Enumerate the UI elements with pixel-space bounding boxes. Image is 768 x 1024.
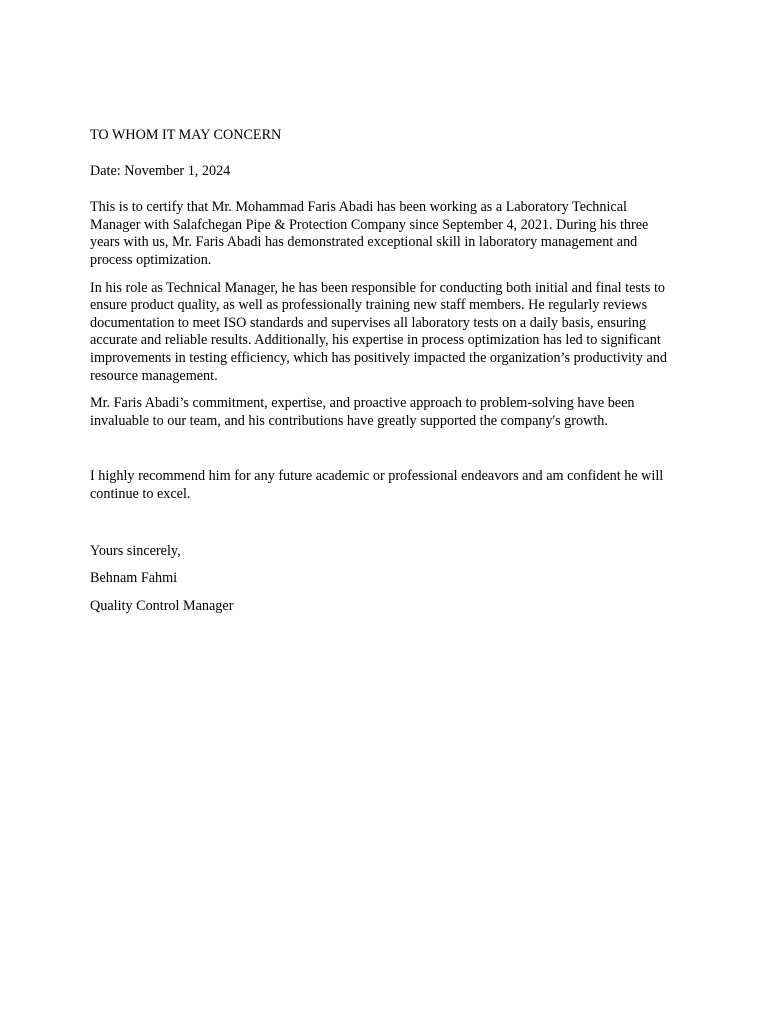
paragraph-certification: This is to certify that Mr. Mohammad Faris Abadi has been working as a Laboratory Technical Manager with Salafchegan Pipe & Protection Company since September 4, 2021. During his three years with us, Mr. Faris Abadi has demonstrated exceptional skill in laboratory management and process optimization. <box>90 199 649 268</box>
paragraph-role: In his role as Technical Manager, he has been responsible for conducting both initial and final tests to ensure product quality, as well as professionally training new staff members. He regularly reviews documentation to meet ISO standards and supervises all laboratory tests on a daily basis, ensuring accurate and reliable results. Additionally, his expertise in process optimization has led to significant improvements in testing efficiency, which has positively impacted the organization’s productivity and resource management. <box>90 279 667 384</box>
paragraph-recommendation: I highly recommend him for any future academic or professional endeavors and am confident he will continue to excel. <box>90 468 664 502</box>
letter-date: Date: November 1, 2024 <box>90 162 231 179</box>
salutation: TO WHOM IT MAY CONCERN <box>90 127 282 143</box>
paragraph-commitment: Mr. Faris Abadi’s commitment, expertise, and proactive approach to problem-solving have been invaluable to our team, and his contributions have greatly supported the company's growth. <box>90 395 635 429</box>
signer-title: Quality Control Manager <box>90 597 234 614</box>
closing: Yours sincerely, <box>90 542 181 559</box>
signer-name: Behnam Fahmi <box>90 570 178 587</box>
letter-body <box>90 127 680 615</box>
